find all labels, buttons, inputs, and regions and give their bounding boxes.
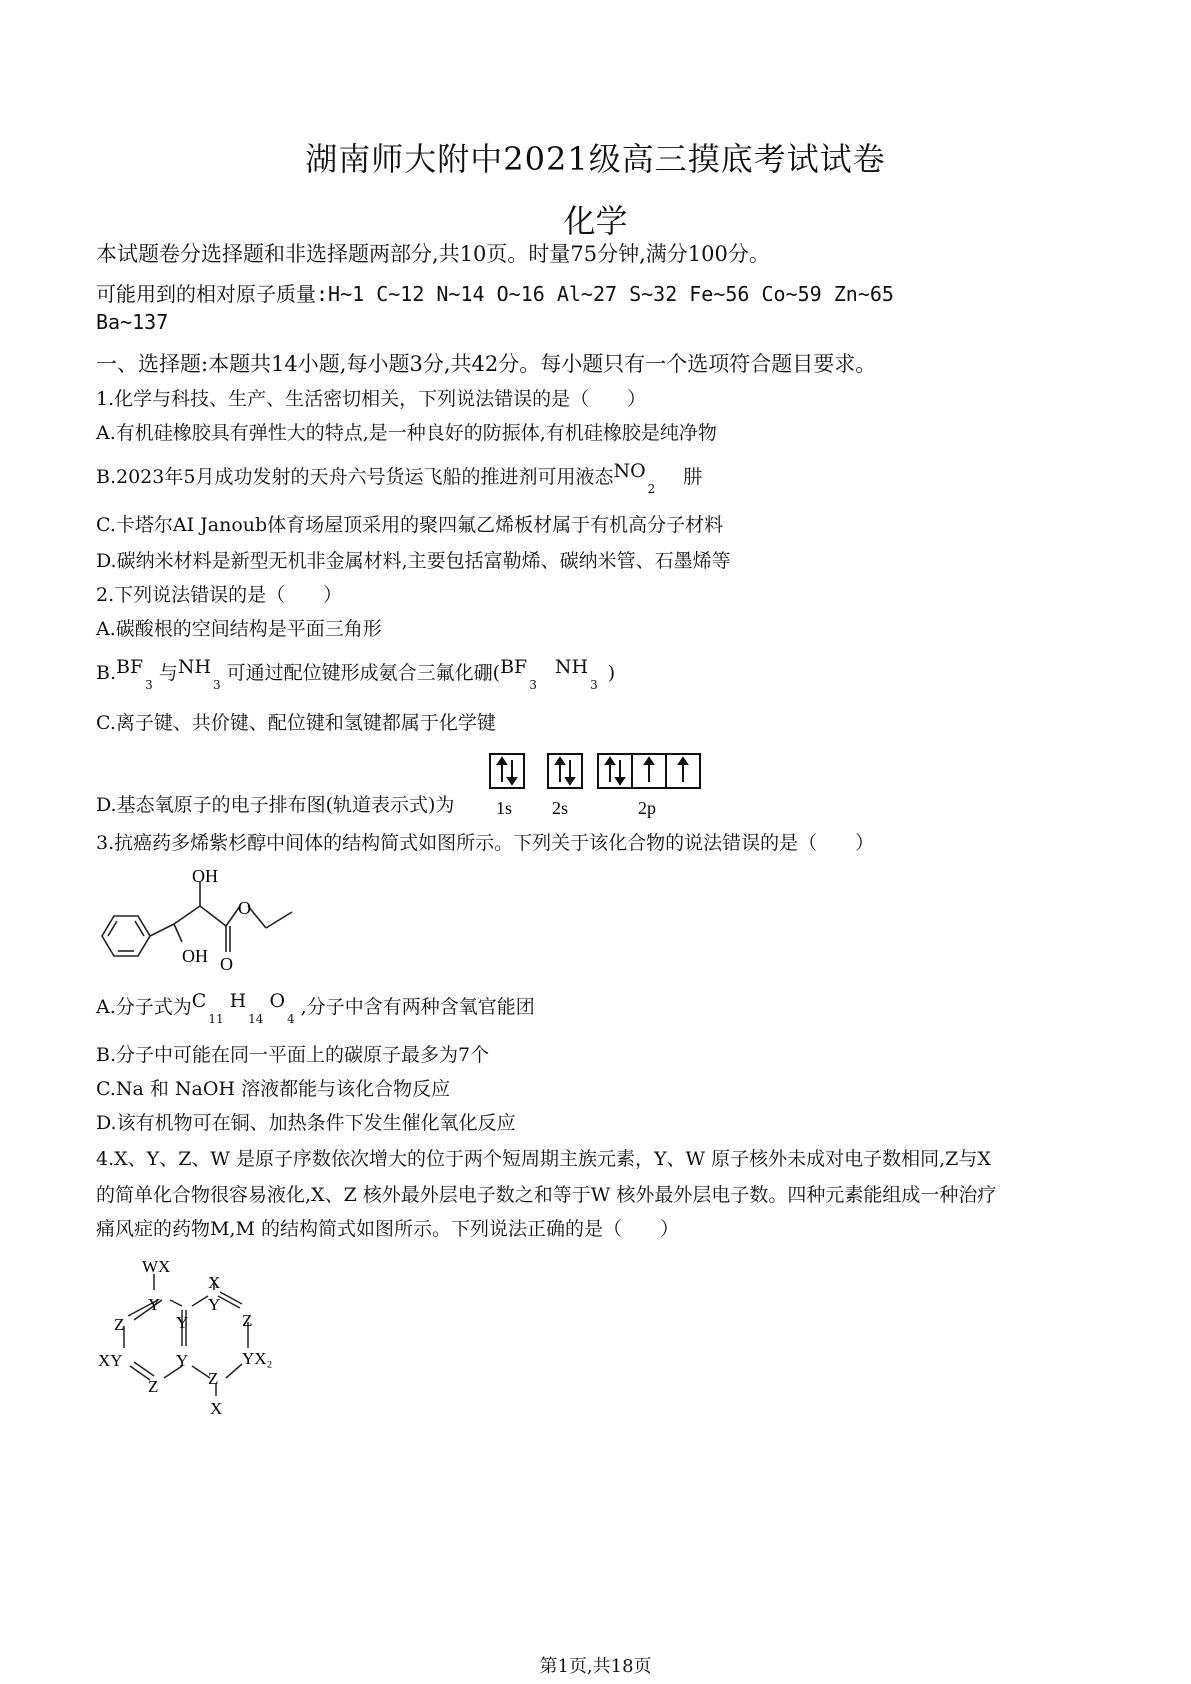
q1-stem: 1.化学与科技、生产、生活密切相关，下列说法错误的是（ ）: [96, 388, 647, 410]
q3-structure: [92, 862, 332, 988]
q4-line-2: 的简单化合物很容易液化,X、Z 核外最外层电子数之和等于W 核外最外层电子数。四种元素能组成一种治疗: [96, 1184, 997, 1206]
q1-option-a: A.有机硅橡胶具有弹性大的特点,是一种良好的防振体,有机硅橡胶是纯净物: [96, 422, 717, 444]
atomic-mass-line-2: Ba~137: [96, 310, 169, 334]
q3-option-d: D.该有机物可在铜、加热条件下发生催化氧化反应: [96, 1112, 516, 1134]
page-number: 第1页,共18页: [539, 1656, 652, 1677]
q1-option-c: C.卡塔尔AI Janoub体育场屋顶采用的聚四氟乙烯板材属于有机高分子材料: [96, 514, 724, 536]
q2-formula-bf3-2: BF: [500, 656, 528, 678]
orbital-label-2p: 2p: [638, 798, 656, 818]
q3-formula-h-count: 14: [248, 1012, 264, 1026]
orbital-diagram: [470, 742, 710, 822]
orbital-label-1s: 1s: [496, 798, 513, 818]
q4-label-xy: XY: [98, 1351, 123, 1370]
atomic-mass-line: 可能用到的相对原子质量:H~1 C~12 N~14 O~16 Al~27 S~32 Fe~56 Co~59 Zn~65: [96, 282, 894, 306]
q1-formula-sub: 2: [647, 482, 656, 496]
orbital-box-1s: [490, 754, 524, 788]
q3-formula-h: H: [229, 990, 247, 1012]
q4-line-3: 痛风症的药物M,M 的结构简式如图所示。下列说法正确的是（ ）: [96, 1218, 679, 1240]
q4-label-y-3: Y: [176, 1313, 189, 1332]
q2-option-c: C.离子键、共价键、配位键和氢键都属于化学键: [96, 712, 496, 734]
q1-option-d: D.碳纳米材料是新型无机非金属材料,主要包括富勒烯、碳纳米管、石墨烯等: [96, 550, 731, 572]
q3-a-text: ,分子中含有两种含氧官能团: [300, 996, 535, 1018]
q2-formula-nh3-2: NH: [554, 656, 589, 678]
q3-stem: 3.抗癌药多烯紫杉醇中间体的结构简式如图所示。下列关于该化合物的说法错误的是（ ）: [96, 832, 875, 854]
q4-label-x-bottom: X: [210, 1399, 223, 1418]
subject-title: 化学: [563, 202, 628, 240]
q4-label-y-4: Y: [176, 1351, 189, 1370]
q3-option-a: [96, 990, 535, 1026]
q2-sub-1: 3: [145, 678, 153, 692]
q3-formula-c-count: 11: [208, 1012, 224, 1026]
q2-formula-bf3: BF: [116, 656, 144, 678]
q4-label-z-4: Z: [208, 1369, 219, 1388]
orbital-box-2p-1: [598, 754, 632, 788]
q1-formula-no: NO: [613, 460, 646, 482]
q3-label-o-bottom: O: [220, 954, 233, 974]
q3-option-b: B.分子中可能在同一平面上的碳原子最多为7个: [96, 1044, 490, 1066]
q3-formula-c: C: [191, 990, 207, 1012]
q2-b-close: ): [607, 662, 616, 684]
q2-b-and: 与: [158, 662, 178, 684]
q3-formula-o-count: 4: [287, 1012, 295, 1026]
orbital-label-2s: 2s: [552, 798, 569, 818]
q2-sub-3: 3: [529, 678, 537, 692]
q4-label-y-2: Y: [208, 1295, 221, 1314]
q4-label-yx2: YX₂: [242, 1349, 273, 1368]
q2-sub-4: 3: [590, 678, 598, 692]
q1-option-b: [96, 460, 703, 496]
benzene-ring: [102, 916, 150, 956]
q1-option-b-end: 肼: [683, 466, 703, 488]
q3-a-label: A.分子式为: [96, 996, 192, 1018]
q4-line-1: 4.X、Y、Z、W 是原子序数依次增大的位于两个短周期主族元素，Y、W 原子核外未成对电子数相同,Z与X: [96, 1148, 991, 1170]
exam-title: 湖南师大附中2021级高三摸底考试试卷: [305, 140, 886, 178]
q2-sub-2: 3: [213, 678, 221, 692]
q2-stem: 2.下列说法错误的是（ ）: [96, 584, 343, 606]
q1-option-b-text: B.2023年5月成功发射的天舟六号货运飞船的推进剂可用液态: [96, 466, 614, 488]
q4-label-z-2: Z: [242, 1311, 253, 1330]
section-heading: 一、选择题:本题共14小题,每小题3分,共42分。每小题只有一个选项符合题目要求。: [96, 352, 877, 376]
q2-b-label: B.: [96, 662, 117, 684]
q4-label-z-3: Z: [148, 1377, 159, 1396]
q2-option-b: [96, 656, 616, 692]
q3-option-c: C.Na 和 NaOH 溶液都能与该化合物反应: [96, 1078, 451, 1100]
q3-label-oh-bottom: OH: [182, 946, 208, 966]
q2-option-d: D.基态氧原子的电子排布图(轨道表示式)为: [96, 794, 455, 816]
q2-formula-nh3: NH: [177, 656, 212, 678]
q4-structure: [96, 1254, 316, 1424]
q4-label-wx: WX: [142, 1257, 171, 1276]
q4-label-z-1: Z: [114, 1315, 125, 1334]
q2-option-a: A.碳酸根的空间结构是平面三角形: [96, 618, 382, 640]
q2-b-text: 可通过配位键形成氨合三氟化硼(: [226, 662, 501, 684]
q4-label-x-top: X: [208, 1273, 221, 1292]
orbital-box-2s: [548, 754, 582, 788]
intro-line-1: 本试题卷分选择题和非选择题两部分,共10页。时量75分钟,满分100分。: [96, 242, 770, 266]
q4-label-y-1: Y: [148, 1295, 161, 1314]
q3-label-oh-top: OH: [192, 866, 218, 886]
q3-formula-o: O: [269, 990, 286, 1012]
q3-label-o-ester: O: [238, 898, 251, 918]
